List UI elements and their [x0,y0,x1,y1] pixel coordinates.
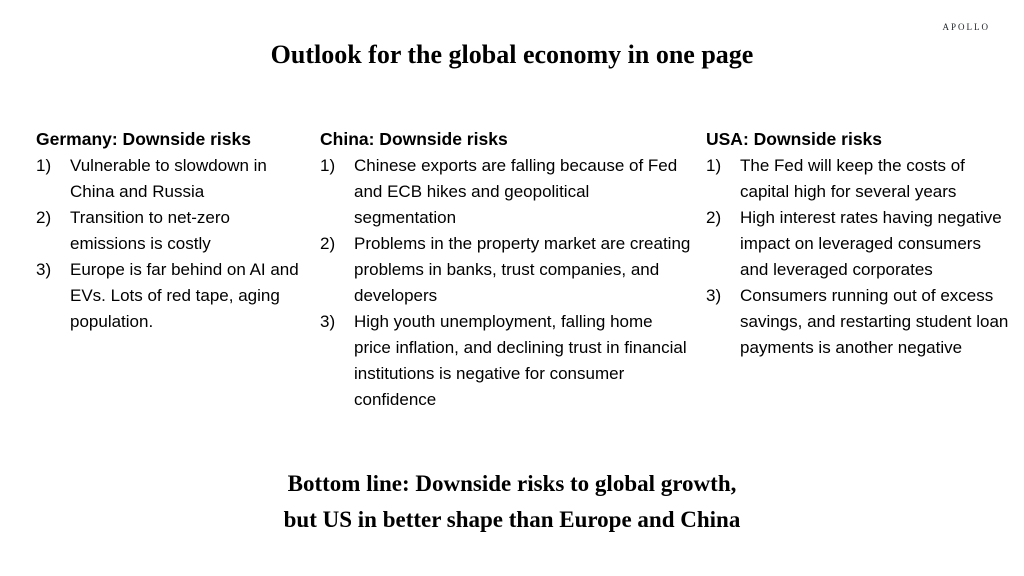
list-item-text: High youth unemployment, falling home price inflation, and declining trust in financial institutions is negative for consumer confidence [354,312,687,410]
list-item-number: 1) [320,156,336,176]
list-item-text: Europe is far behind on AI and EVs. Lots of red tape, aging population. [70,260,299,332]
list-item-number: 1) [36,156,52,176]
list-item [36,205,306,257]
list-item-number: 2) [320,234,336,254]
list-item-text: Vulnerable to slowdown in China and Russia [70,156,267,202]
risk-list-china [320,153,692,413]
list-item-text: High interest rates having negative impact on leveraged consumers and leveraged corporates [740,208,1002,280]
list-item-number: 3) [706,286,722,306]
bottom-line-row-1: Bottom line: Downside risks to global growth, [287,471,737,496]
column-germany [0,127,320,335]
list-item-text: The Fed will keep the costs of capital high for several years [740,156,965,202]
column-heading-china: China: Downside risks [320,129,508,149]
list-item [36,257,306,335]
list-item [36,153,306,205]
list-item-number: 2) [706,208,722,228]
list-item-number: 3) [36,260,52,280]
column-heading-germany: Germany: Downside risks [36,129,251,149]
list-item-text: Problems in the property market are creating problems in banks, trust companies, and developers [354,234,691,306]
list-item [320,309,692,413]
list-item-number: 2) [36,208,52,228]
bottom-line [0,466,1024,537]
list-item [706,205,1012,283]
list-item [320,231,692,309]
list-item [706,283,1012,361]
bottom-line-row-2: but US in better shape than Europe and China [283,506,741,532]
page-title: Outlook for the global economy in one page [270,40,754,69]
column-usa [706,127,1024,361]
risk-columns [0,127,1024,413]
risk-list-germany [36,153,306,335]
column-china [320,127,706,413]
list-item-number: 1) [706,156,722,176]
list-item-text: Transition to net-zero emissions is costly [70,208,230,254]
risk-list-usa [706,153,1012,361]
brand-logo: APOLLO [942,22,990,32]
list-item-text: Chinese exports are falling because of Fed and ECB hikes and geopolitical segmentation [354,156,678,228]
list-item [706,153,1012,205]
list-item-text: Consumers running out of excess savings, and restarting student loan payments is another negative [740,286,1009,358]
list-item [320,153,692,231]
column-heading-usa: USA: Downside risks [706,129,883,149]
list-item-number: 3) [320,312,336,332]
